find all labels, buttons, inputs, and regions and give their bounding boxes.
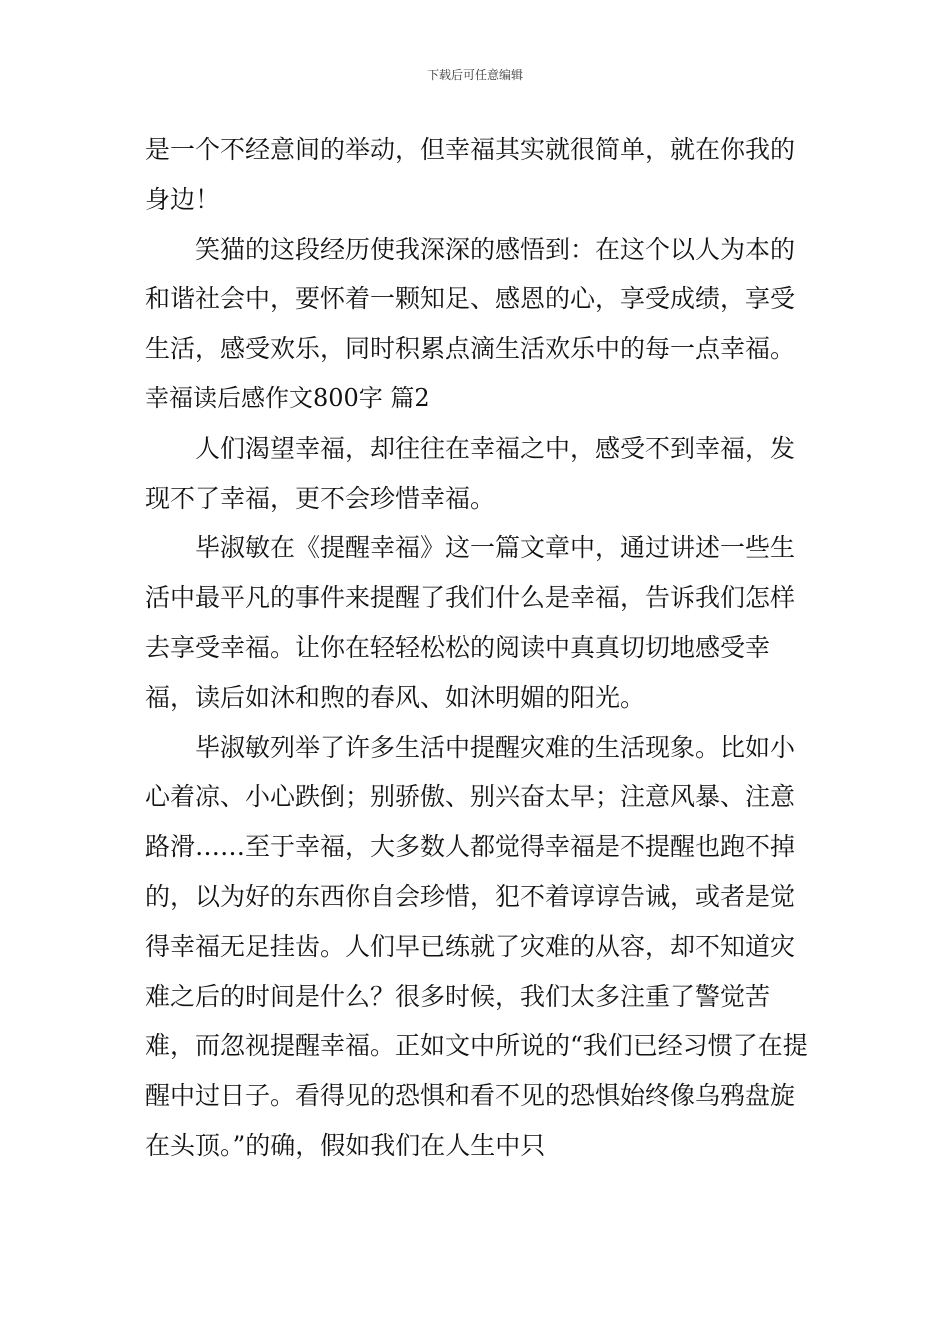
paragraph-3: 人们渴望幸福，却往往在幸福之中，感受不到幸福，发现不了幸福，更不会珍惜幸福。 (145, 433, 796, 513)
paragraph-4: 毕淑敏在《提醒幸福》这一篇文章中，通过讲述一些生活中最平凡的事件来提醒了我们什么是幸福，告诉我们怎样去享受幸福。让你在轻轻松松的阅读中真真切切地感受幸福，读后如沐和煦的春风、如沐明媚的阳光。 (145, 533, 796, 712)
page-header: 下载后可任意编辑 (426, 68, 523, 82)
section-heading: 幸福读后感作文800字 篇2 (145, 383, 430, 412)
paragraph-2: 笑猫的这段经历使我深深的感悟到：在这个以人为本的和谐社会中，要怀着一颗知足、感恩的心，享受成绩，享受生活，感受欢乐，同时积累点滴生活欢乐中的每一点幸福。 (145, 234, 796, 364)
paragraph-5: 毕淑敏列举了许多生活中提醒灾难的生活现象。比如小心着凉、小心跌倒；别骄傲、别兴奋太早；注意风暴、注意路滑……至于幸福，大多数人都觉得幸福是不提醒也跑不掉的，以为好的东西你自会珍惜，犯不着谆谆告诫，或者是觉得幸福无足挂齿。人们早已练就了灾难的从容，却不知道灾难之后的时间是什么？很多时候，我们太多注重了警觉苦难，而忽视提醒幸福。正如文中所说的“我们已经习惯了在提醒中过日子。看得见的恐惧和看不见的恐惧始终像乌鸦盘旋在头顶。”的确，假如我们在人生中只 (145, 732, 808, 1160)
paragraph-1: 是一个不经意间的举动，但幸福其实就很简单，就在你我的身边！ (145, 135, 796, 214)
document-body (145, 125, 809, 1171)
